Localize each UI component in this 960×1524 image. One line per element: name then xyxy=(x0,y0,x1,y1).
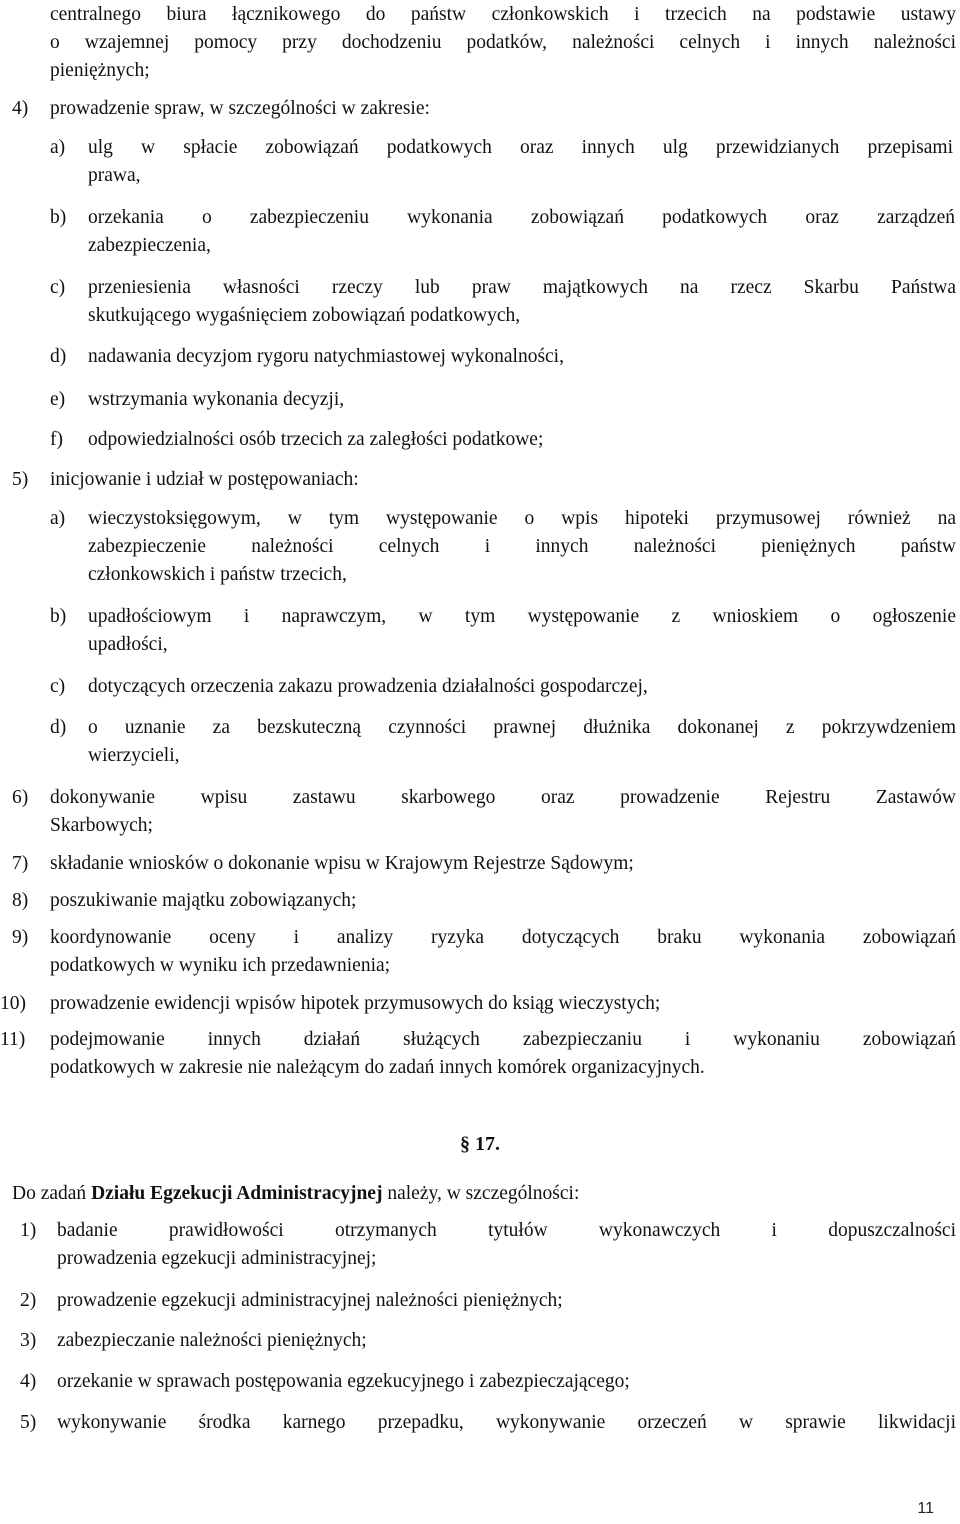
section-intro-pre: Do zadań xyxy=(12,1183,92,1204)
sublist-letter: b) xyxy=(50,207,67,228)
list-number: 1) xyxy=(20,1220,37,1241)
list-item-text: dokonywanie wpisu zastawu skarbowego oraz prowadzenie Rejestru Zastawów xyxy=(50,787,956,808)
sublist-letter: f) xyxy=(50,429,63,450)
section-intro-post: należy, w szczególności: xyxy=(382,1183,580,1204)
sublist-letter: d) xyxy=(50,717,67,738)
section-intro-dept: Działu Egzekucji Administracyjnej xyxy=(91,1183,383,1204)
list-item-text: orzekanie w sprawach postępowania egzekucyjnego i zabezpieczającego; xyxy=(57,1371,630,1392)
sublist-text: dotyczących orzeczenia zakazu prowadzenia działalności gospodarczej, xyxy=(88,676,648,697)
list-number: 8) xyxy=(12,890,29,911)
sublist-letter: c) xyxy=(50,277,66,298)
list-item-text: prowadzenia egzekucji administracyjnej; xyxy=(57,1248,377,1269)
list-number: 10) xyxy=(0,993,26,1014)
sublist-text: prawa, xyxy=(88,165,141,186)
sublist-text: odpowiedzialności osób trzecich za zaległości podatkowe; xyxy=(88,429,544,450)
sublist-text: przeniesienia własności rzeczy lub praw majątkowych na rzecz Skarbu Państwa xyxy=(88,277,956,298)
list-number: 2) xyxy=(20,1290,37,1311)
list-item-text: składanie wniosków o dokonanie wpisu w Krajowym Rejestrze Sądowym; xyxy=(50,853,634,874)
list-number: 6) xyxy=(12,787,29,808)
intro-line: centralnego biura łącznikowego do państw członkowskich i trzecich na podstawie ustawy xyxy=(50,4,956,25)
sublist-letter: e) xyxy=(50,389,66,410)
list-number: 7) xyxy=(12,853,29,874)
list-item-text: podatkowych w wyniku ich przedawnienia; xyxy=(50,955,391,976)
sublist-text: wierzycieli, xyxy=(88,745,180,766)
list-number: 5) xyxy=(20,1412,37,1433)
list-item-text: koordynowanie oceny i analizy ryzyka dotyczących braku wykonania zobowiązań xyxy=(50,927,956,948)
page-number: 11 xyxy=(917,1500,934,1517)
sublist-text: o uznanie za bezskuteczną czynności prawnej dłużnika dokonanej z pokrzywdzeniem xyxy=(88,717,956,738)
list-item-text: podatkowych w zakresie nie należącym do zadań innych komórek organizacyjnych. xyxy=(50,1057,705,1078)
list-number: 3) xyxy=(20,1330,37,1351)
list-item-text: badanie prawidłowości otrzymanych tytułów wykonawczych i dopuszczalności xyxy=(57,1220,956,1241)
intro-line: pieniężnych; xyxy=(50,60,150,81)
list-item-text: wykonywanie środka karnego przepadku, wykonywanie orzeczeń w sprawie likwidacji xyxy=(57,1412,956,1433)
list-number: 9) xyxy=(12,927,29,948)
sublist-letter: d) xyxy=(50,346,67,367)
list-number: 4) xyxy=(12,98,29,119)
sublist-letter: b) xyxy=(50,606,67,627)
sublist-text: zabezpieczenia, xyxy=(88,235,211,256)
sublist-text: wieczystoksięgowym, w tym występowanie o wpis hipoteki przymusowej również na xyxy=(88,508,956,529)
sublist-text: nadawania decyzjom rygoru natychmiastowej wykonalności, xyxy=(88,346,564,367)
section-intro xyxy=(12,1182,579,1206)
sublist-letter: a) xyxy=(50,137,66,158)
list-number: 11) xyxy=(0,1029,26,1050)
intro-line: o wzajemnej pomocy przy dochodzeniu podatków, należności celnych i innych należności xyxy=(50,32,956,53)
list-item-text: prowadzenie ewidencji wpisów hipotek przymusowych do ksiąg wieczystych; xyxy=(50,993,661,1014)
sublist-letter: a) xyxy=(50,508,66,529)
list-item-text: Skarbowych; xyxy=(50,815,153,836)
list-item-text: prowadzenie egzekucji administracyjnej należności pieniężnych; xyxy=(57,1290,563,1311)
sublist-text: członkowskich i państw trzecich, xyxy=(88,564,347,585)
sublist-text: wstrzymania wykonania decyzji, xyxy=(88,389,345,410)
list-item-text: podejmowanie innych działań służących zabezpieczaniu i wykonaniu zobowiązań xyxy=(50,1029,956,1050)
sublist-text: ulg w spłacie zobowiązań podatkowych oraz innych ulg przewidzianych przepisami xyxy=(88,137,953,158)
sublist-text: zabezpieczenie należności celnych i innych należności pieniężnych państw xyxy=(88,536,956,557)
section-heading: § 17. xyxy=(460,1133,500,1155)
list-item-text: poszukiwanie majątku zobowiązanych; xyxy=(50,890,357,911)
sublist-text: upadłościowym i naprawczym, w tym występowanie z wnioskiem o ogłoszenie xyxy=(88,606,956,627)
list-number: 4) xyxy=(20,1371,37,1392)
list-item-text: zabezpieczanie należności pieniężnych; xyxy=(57,1330,367,1351)
list-item-text: prowadzenie spraw, w szczególności w zakresie: xyxy=(50,98,430,119)
sublist-text: upadłości, xyxy=(88,634,168,655)
list-item-text: inicjowanie i udział w postępowaniach: xyxy=(50,469,359,490)
list-number: 5) xyxy=(12,469,29,490)
sublist-text: orzekania o zabezpieczeniu wykonania zobowiązań podatkowych oraz zarządzeń xyxy=(88,207,955,228)
sublist-text: skutkującego wygaśnięciem zobowiązań podatkowych, xyxy=(88,305,521,326)
sublist-letter: c) xyxy=(50,676,66,697)
